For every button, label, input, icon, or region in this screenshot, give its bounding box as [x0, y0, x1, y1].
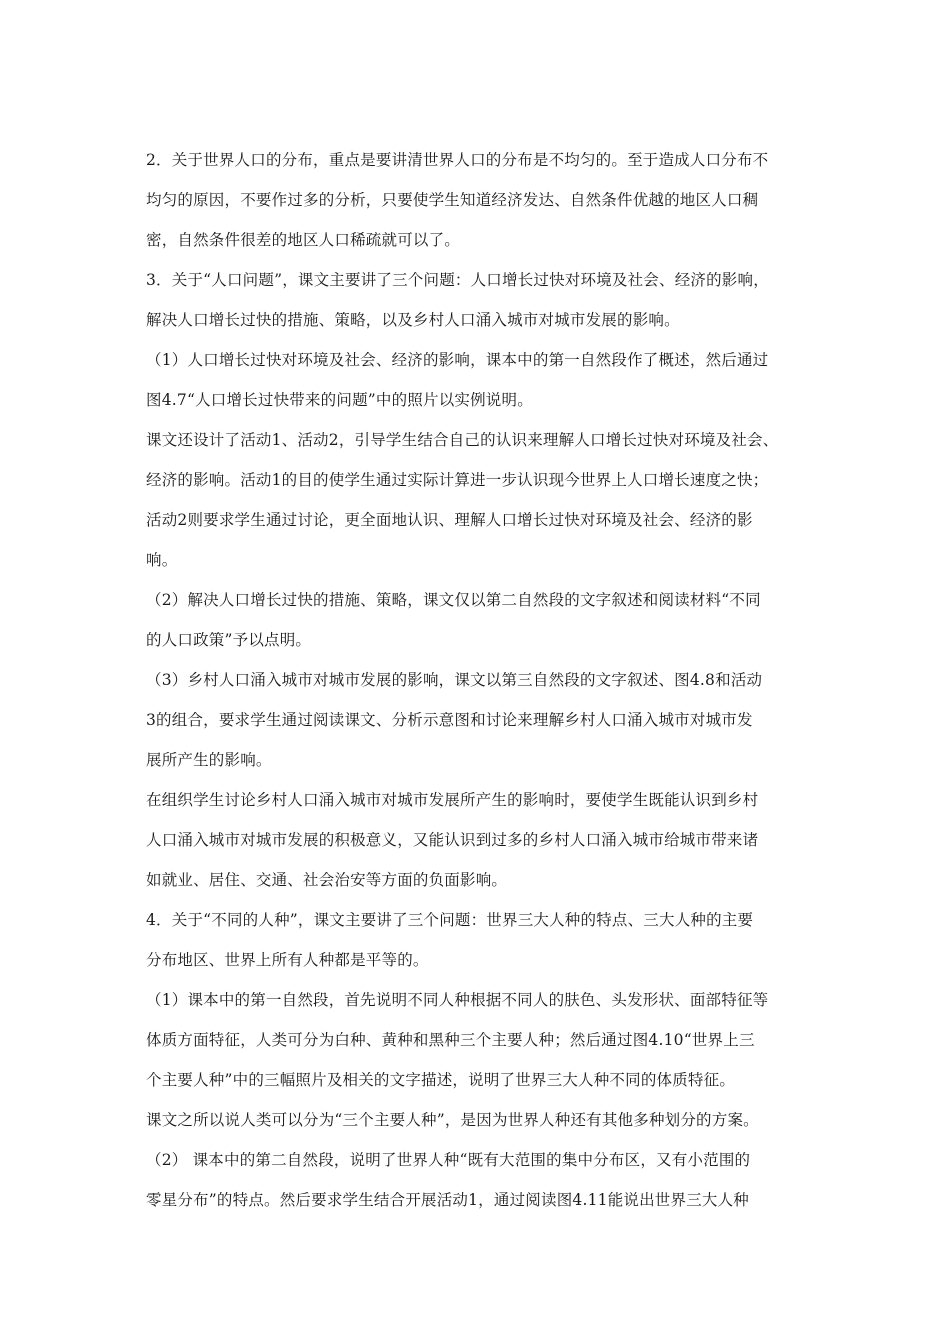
text-line: 3的组合，要求学生通过阅读课文、分析示意图和讨论来理解乡村人口涌入城市对城市发	[146, 711, 753, 729]
text-line: 分布地区、世界上所有人种都是平等的。	[146, 951, 429, 969]
text-line: （3）乡村人口涌入城市对城市发展的影响，课文以第三自然段的文字叙述、图4.8和活动	[146, 671, 763, 689]
text-line: （2） 课本中的第二自然段，说明了世界人种“既有大范围的集中分布区，又有小范围的	[146, 1151, 751, 1169]
text-line: 展所产生的影响。	[146, 751, 272, 769]
text-line: （2）解决人口增长过快的措施、策略，课文仅以第二自然段的文字叙述和阅读材料“不同	[146, 591, 761, 609]
text-line: 课文还设计了活动1、活动2，引导学生结合自己的认识来理解人口增长过快对环境及社会、	[146, 431, 779, 449]
text-line: 课文之所以说人类可以分为“三个主要人种”，是因为世界人种还有其他多种划分的方案。	[146, 1111, 759, 1129]
text-line: 体质方面特征，人类可分为白种、黄种和黑种三个主要人种；然后通过图4.10“世界上三	[146, 1031, 755, 1049]
text-line: 密，自然条件很差的地区人口稀疏就可以了。	[146, 231, 461, 249]
text-line: 活动2则要求学生通过讨论，更全面地认识、理解人口增长过快对环境及社会、经济的影	[146, 511, 753, 529]
text-line: 在组织学生讨论乡村人口涌入城市对城市发展所产生的影响时，要使学生既能认识到乡村	[146, 791, 759, 809]
text-line: 图4.7“人口增长过快带来的问题”中的照片以实例说明。	[146, 391, 533, 409]
text-line: 如就业、居住、交通、社会治安等方面的负面影响。	[146, 871, 508, 889]
text-line: 个主要人种”中的三幅照片及相关的文字描述，说明了世界三大人种不同的体质特征。	[146, 1071, 736, 1089]
text-line: 的人口政策”予以点明。	[146, 631, 312, 649]
text-line: 3．关于“人口问题”，课文主要讲了三个问题：人口增长过快对环境及社会、经济的影响，	[146, 271, 769, 289]
text-line: 经济的影响。活动1的目的使学生通过实际计算进一步认识现今世界上人口增长速度之快；	[146, 471, 769, 489]
text-line: 2．关于世界人口的分布，重点是要讲清世界人口的分布是不均匀的。至于造成人口分布不	[146, 151, 769, 169]
text-line: （1）课本中的第一自然段，首先说明不同人种根据不同人的肤色、头发形状、面部特征等	[146, 991, 769, 1009]
text-line: 均匀的原因，不要作过多的分析，只要使学生知道经济发达、自然条件优越的地区人口稠	[146, 191, 759, 209]
text-line: 解决人口增长过快的措施、策略，以及乡村人口涌入城市对城市发展的影响。	[146, 311, 680, 329]
text-line: （1）人口增长过快对环境及社会、经济的影响，课本中的第一自然段作了概述，然后通过	[146, 351, 769, 369]
text-line: 零星分布”的特点。然后要求学生结合开展活动1，通过阅读图4.11能说出世界三大人种	[146, 1191, 749, 1209]
text-line: 响。	[146, 551, 178, 569]
text-line: 人口涌入城市对城市发展的积极意义，又能认识到过多的乡村人口涌入城市给城市带来诸	[146, 831, 759, 849]
text-line: 4．关于“不同的人种”，课文主要讲了三个问题：世界三大人种的特点、三大人种的主要	[146, 911, 754, 929]
